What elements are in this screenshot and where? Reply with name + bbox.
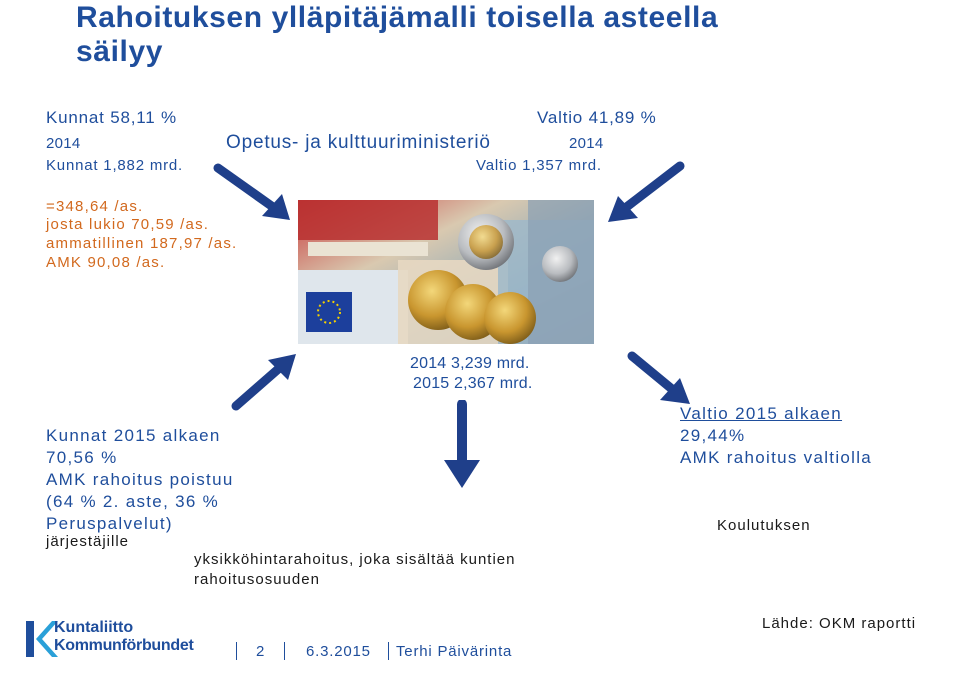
per-capita-amk: AMK 90,08 /as. — [46, 254, 166, 271]
total-2015: 2015 2,367 mrd. — [413, 375, 533, 392]
slide-title-line1: Rahoituksen ylläpitäjämalli toisella asteella — [76, 1, 719, 34]
left-line5: Peruspalvelut) — [46, 514, 173, 533]
left-line1: Kunnat 2015 alkaen — [46, 426, 221, 445]
page-number: 2 — [256, 643, 266, 660]
bottom-line1: yksikköhintarahoitus, joka sisältää kuntien — [194, 551, 516, 568]
kunnat-amount: Kunnat 1,882 mrd. — [46, 157, 184, 174]
right-line4: Koulutuksen — [717, 517, 811, 534]
arrow-down-icon — [440, 400, 484, 490]
money-photo — [298, 200, 594, 344]
ministry-label: Opetus- ja kulttuuriministeriö — [226, 132, 491, 153]
year-right: 2014 — [569, 135, 604, 152]
per-capita-lukio: josta lukio 70,59 /as. — [46, 216, 210, 233]
logo-line1: Kuntaliitto — [54, 619, 134, 636]
logo-line2: Kommunförbundet — [54, 637, 194, 654]
footer-divider-1 — [236, 642, 237, 660]
right-line3: AMK rahoitus valtiolla — [680, 448, 873, 467]
arrow-down-left-icon — [600, 158, 690, 230]
footer-date: 6.3.2015 — [306, 643, 371, 660]
year-left: 2014 — [46, 135, 81, 152]
per-capita-total: =348,64 /as. — [46, 198, 144, 215]
arrow-down-right-icon — [210, 160, 300, 230]
left-line2: 70,56 % — [46, 448, 118, 467]
per-capita-ammatillinen: ammatillinen 187,97 /as. — [46, 235, 238, 252]
left-line4: (64 % 2. aste, 36 % — [46, 492, 220, 511]
kunnat-share: Kunnat 58,11 % — [46, 108, 177, 127]
footer-author: Terhi Päivärinta — [396, 643, 513, 660]
kuntaliitto-logo-mark-icon — [22, 617, 58, 661]
total-2014: 2014 3,239 mrd. — [410, 355, 530, 372]
left-line6: järjestäjille — [46, 533, 130, 550]
valtio-share: Valtio 41,89 % — [537, 108, 657, 127]
left-line3: AMK rahoitus poistuu — [46, 470, 234, 489]
kuntaliitto-logo — [22, 617, 212, 661]
valtio-amount: Valtio 1,357 mrd. — [476, 157, 602, 174]
arrow-up-right-icon — [226, 348, 306, 414]
right-line2: 29,44% — [680, 426, 746, 445]
footer-divider-3 — [388, 642, 389, 660]
bottom-line2: rahoitusosuuden — [194, 571, 320, 588]
slide-title-line2: säilyy — [76, 35, 164, 68]
right-line1: Valtio 2015 alkaen — [680, 404, 843, 423]
footer-divider-2 — [284, 642, 285, 660]
arrow-down-right-small-icon — [620, 346, 700, 412]
footer-source: Lähde: OKM raportti — [762, 615, 917, 632]
